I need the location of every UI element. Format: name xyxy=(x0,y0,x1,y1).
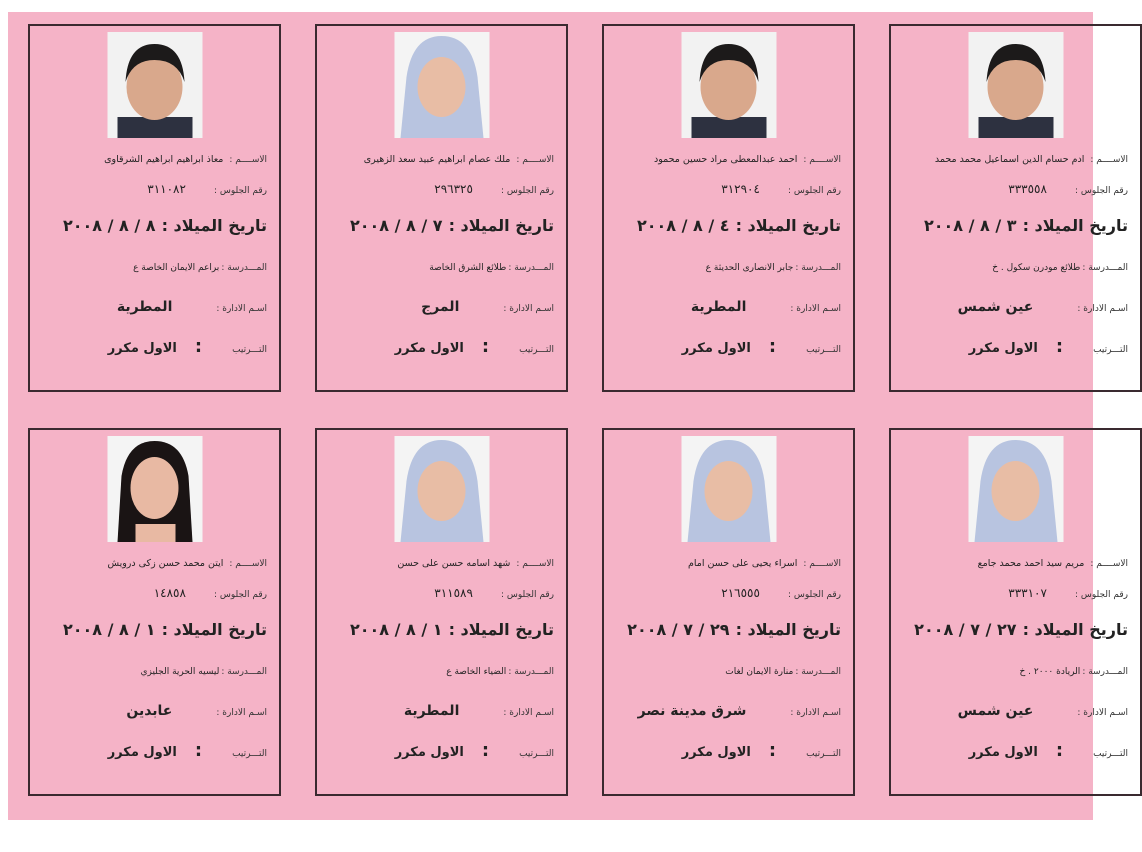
admin-label: اسـم الادارة : xyxy=(790,708,841,718)
dob-label: تاريخ الميلاد : xyxy=(448,620,554,639)
seat-row xyxy=(323,182,554,196)
school-label: المـــدرسة : xyxy=(795,667,841,677)
school-name: ليسيه الحرية الجليزي xyxy=(140,667,220,677)
student-photo xyxy=(968,32,1063,138)
rank-label: التـــرتيب xyxy=(1093,345,1128,355)
name-label: الاســــم : xyxy=(229,559,267,569)
student-card xyxy=(315,24,568,392)
seat-number: ٣٣٣١٠٧ xyxy=(1008,586,1047,600)
dob-label: تاريخ الميلاد : xyxy=(1022,216,1128,235)
school-label: المـــدرسة : xyxy=(1082,667,1128,677)
school-row xyxy=(610,263,841,273)
student-card xyxy=(28,428,281,796)
seat-label: رقم الجلوس : xyxy=(213,186,267,196)
school-label: المـــدرسة : xyxy=(1082,263,1128,273)
seat-label: رقم الجلوس : xyxy=(787,590,841,600)
rank-label: التـــرتيب xyxy=(519,749,554,759)
rank-value: الاول مكرر xyxy=(968,745,1038,760)
student-name: ايتن محمد حسن زكى درويش xyxy=(107,558,224,569)
school-name: الضياء الخاصة ع xyxy=(446,667,507,677)
admin-row xyxy=(897,703,1128,719)
name-label: الاســــم : xyxy=(803,559,841,569)
rank-colon: : xyxy=(768,740,777,761)
seat-row xyxy=(323,586,554,600)
admin-label: اسـم الادارة : xyxy=(503,304,554,314)
admin-label: اسـم الادارة : xyxy=(216,708,267,718)
name-row xyxy=(36,154,267,165)
admin-row xyxy=(323,299,554,315)
rank-colon: : xyxy=(481,740,490,761)
seat-number: ٣٣٣٥٥٨ xyxy=(1008,182,1047,196)
seat-row xyxy=(36,182,267,196)
admin-name: عين شمس xyxy=(957,299,1034,315)
admin-row xyxy=(36,299,267,315)
student-card xyxy=(28,24,281,392)
name-row xyxy=(610,154,841,165)
dob-value: ٢٩ / ٧ / ٢٠٠٨ xyxy=(627,620,730,639)
name-label: الاســــم : xyxy=(516,155,554,165)
student-name: اسراء يحيى على حسن امام xyxy=(687,558,798,569)
dob-label: تاريخ الميلاد : xyxy=(735,216,841,235)
seat-row xyxy=(36,586,267,600)
seat-label: رقم الجلوس : xyxy=(500,590,554,600)
rank-row xyxy=(323,336,554,357)
admin-row xyxy=(610,299,841,315)
school-row xyxy=(897,667,1128,677)
dob-row xyxy=(610,216,841,235)
seat-row xyxy=(897,182,1128,196)
rank-colon: : xyxy=(481,336,490,357)
seat-row xyxy=(610,586,841,600)
name-row xyxy=(323,558,554,569)
rank-label: التـــرتيب xyxy=(232,345,267,355)
rank-label: التـــرتيب xyxy=(806,345,841,355)
school-name: جابر الانصارى الحديثة ع xyxy=(705,263,794,273)
admin-label: اسـم الادارة : xyxy=(790,304,841,314)
student-card xyxy=(889,24,1142,392)
rank-value: الاول مكرر xyxy=(107,745,177,760)
dob-value: ٨ / ٨ / ٢٠٠٨ xyxy=(62,216,156,235)
dob-value: ١ / ٨ / ٢٠٠٨ xyxy=(62,620,156,639)
student-card xyxy=(889,428,1142,796)
name-row xyxy=(610,558,841,569)
rank-value: الاول مكرر xyxy=(681,341,751,356)
admin-name: المطرية xyxy=(403,703,460,719)
admin-name: المطرية xyxy=(690,299,747,315)
seat-label: رقم الجلوس : xyxy=(1074,590,1128,600)
dob-label: تاريخ الميلاد : xyxy=(161,216,267,235)
seat-label: رقم الجلوس : xyxy=(213,590,267,600)
name-label: الاســــم : xyxy=(803,155,841,165)
dob-row xyxy=(610,620,841,639)
seat-row xyxy=(610,182,841,196)
rank-value: الاول مكرر xyxy=(968,341,1038,356)
admin-row xyxy=(610,703,841,719)
rank-colon: : xyxy=(194,740,203,761)
rank-colon: : xyxy=(194,336,203,357)
student-photo xyxy=(394,32,489,138)
student-photo xyxy=(107,32,202,138)
name-row xyxy=(897,558,1128,569)
certificate-sheet xyxy=(8,12,1128,820)
school-name: براعم الايمان الخاصة ع xyxy=(133,263,220,273)
dob-value: ٧ / ٨ / ٢٠٠٨ xyxy=(349,216,443,235)
student-card xyxy=(602,428,855,796)
admin-name: المطرية xyxy=(116,299,173,315)
name-row xyxy=(36,558,267,569)
seat-number: ٢١٦٥٥٥ xyxy=(721,586,760,600)
seat-label: رقم الجلوس : xyxy=(1074,186,1128,196)
rank-row xyxy=(610,336,841,357)
rank-value: الاول مكرر xyxy=(681,745,751,760)
rank-colon: : xyxy=(768,336,777,357)
seat-number: ٣١١٥٨٩ xyxy=(434,586,473,600)
school-row xyxy=(897,263,1128,273)
seat-label: رقم الجلوس : xyxy=(500,186,554,196)
seat-number: ٣١٢٩٠٤ xyxy=(721,182,760,196)
name-label: الاســــم : xyxy=(229,155,267,165)
seat-label: رقم الجلوس : xyxy=(787,186,841,196)
student-photo xyxy=(681,32,776,138)
name-row xyxy=(897,154,1128,165)
school-label: المـــدرسة : xyxy=(508,667,554,677)
dob-row xyxy=(323,620,554,639)
school-label: المـــدرسة : xyxy=(508,263,554,273)
school-label: المـــدرسة : xyxy=(221,667,267,677)
admin-name: شرق مدينة نصر xyxy=(637,703,747,719)
rank-label: التـــرتيب xyxy=(232,749,267,759)
rank-row xyxy=(897,740,1128,761)
admin-label: اسـم الادارة : xyxy=(216,304,267,314)
dob-label: تاريخ الميلاد : xyxy=(1022,620,1128,639)
student-photo xyxy=(681,436,776,542)
dob-row xyxy=(36,620,267,639)
admin-name: عين شمس xyxy=(957,703,1034,719)
school-row xyxy=(323,263,554,273)
student-name: معاذ ابراهيم ابراهيم الشرقاوى xyxy=(104,154,224,165)
student-name: ملك عصام ابراهيم عبيد سعد الزهيرى xyxy=(363,154,511,165)
student-name: احمد عبدالمعطى مراد حسين محمود xyxy=(653,154,798,165)
admin-name: المرج xyxy=(421,299,460,315)
name-label: الاســــم : xyxy=(1090,155,1128,165)
student-name: ادم حسام الدين اسماعيل محمد محمد xyxy=(934,154,1085,165)
student-photo xyxy=(107,436,202,542)
dob-row xyxy=(897,620,1128,639)
dob-label: تاريخ الميلاد : xyxy=(448,216,554,235)
rank-label: التـــرتيب xyxy=(1093,749,1128,759)
school-row xyxy=(36,667,267,677)
rank-row xyxy=(610,740,841,761)
name-label: الاســــم : xyxy=(516,559,554,569)
dob-value: ٤ / ٨ / ٢٠٠٨ xyxy=(636,216,730,235)
admin-label: اسـم الادارة : xyxy=(1077,708,1128,718)
student-name: شهد اسامه حسن على حسن xyxy=(397,558,511,569)
admin-label: اسـم الادارة : xyxy=(1077,304,1128,314)
rank-row xyxy=(897,336,1128,357)
dob-value: ٣ / ٨ / ٢٠٠٨ xyxy=(923,216,1017,235)
admin-label: اسـم الادارة : xyxy=(503,708,554,718)
seat-number: ٣١١٠٨٢ xyxy=(147,182,186,196)
school-label: المـــدرسة : xyxy=(221,263,267,273)
admin-row xyxy=(323,703,554,719)
seat-row xyxy=(897,586,1128,600)
dob-label: تاريخ الميلاد : xyxy=(735,620,841,639)
school-name: الريادة ٢٠٠٠ . خ xyxy=(1019,667,1081,677)
name-row xyxy=(323,154,554,165)
seat-number: ١٤٨٥٨ xyxy=(153,586,186,600)
student-name: مريم سيد احمد محمد جامع xyxy=(977,558,1085,569)
student-photo xyxy=(968,436,1063,542)
admin-row xyxy=(897,299,1128,315)
dob-row xyxy=(36,216,267,235)
rank-colon: : xyxy=(1055,740,1064,761)
rank-row xyxy=(36,740,267,761)
rank-value: الاول مكرر xyxy=(394,341,464,356)
seat-number: ٢٩٦٣٢٥ xyxy=(434,182,473,196)
rank-value: الاول مكرر xyxy=(394,745,464,760)
school-row xyxy=(610,667,841,677)
admin-name: عابدين xyxy=(126,703,173,719)
rank-row xyxy=(323,740,554,761)
student-card xyxy=(315,428,568,796)
school-name: طلائع مودرن سكول . خ xyxy=(992,263,1081,273)
rank-value: الاول مكرر xyxy=(107,341,177,356)
dob-row xyxy=(323,216,554,235)
student-photo xyxy=(394,436,489,542)
school-row xyxy=(323,667,554,677)
dob-value: ١ / ٨ / ٢٠٠٨ xyxy=(349,620,443,639)
school-name: طلائع الشرق الخاصة xyxy=(429,263,507,273)
student-card xyxy=(602,24,855,392)
school-row xyxy=(36,263,267,273)
dob-value: ٢٧ / ٧ / ٢٠٠٨ xyxy=(914,620,1017,639)
rank-colon: : xyxy=(1055,336,1064,357)
school-name: منارة الايمان لغات xyxy=(725,667,794,677)
name-label: الاســــم : xyxy=(1090,559,1128,569)
dob-row xyxy=(897,216,1128,235)
school-label: المـــدرسة : xyxy=(795,263,841,273)
dob-label: تاريخ الميلاد : xyxy=(161,620,267,639)
admin-row xyxy=(36,703,267,719)
rank-label: التـــرتيب xyxy=(519,345,554,355)
rank-label: التـــرتيب xyxy=(806,749,841,759)
rank-row xyxy=(36,336,267,357)
